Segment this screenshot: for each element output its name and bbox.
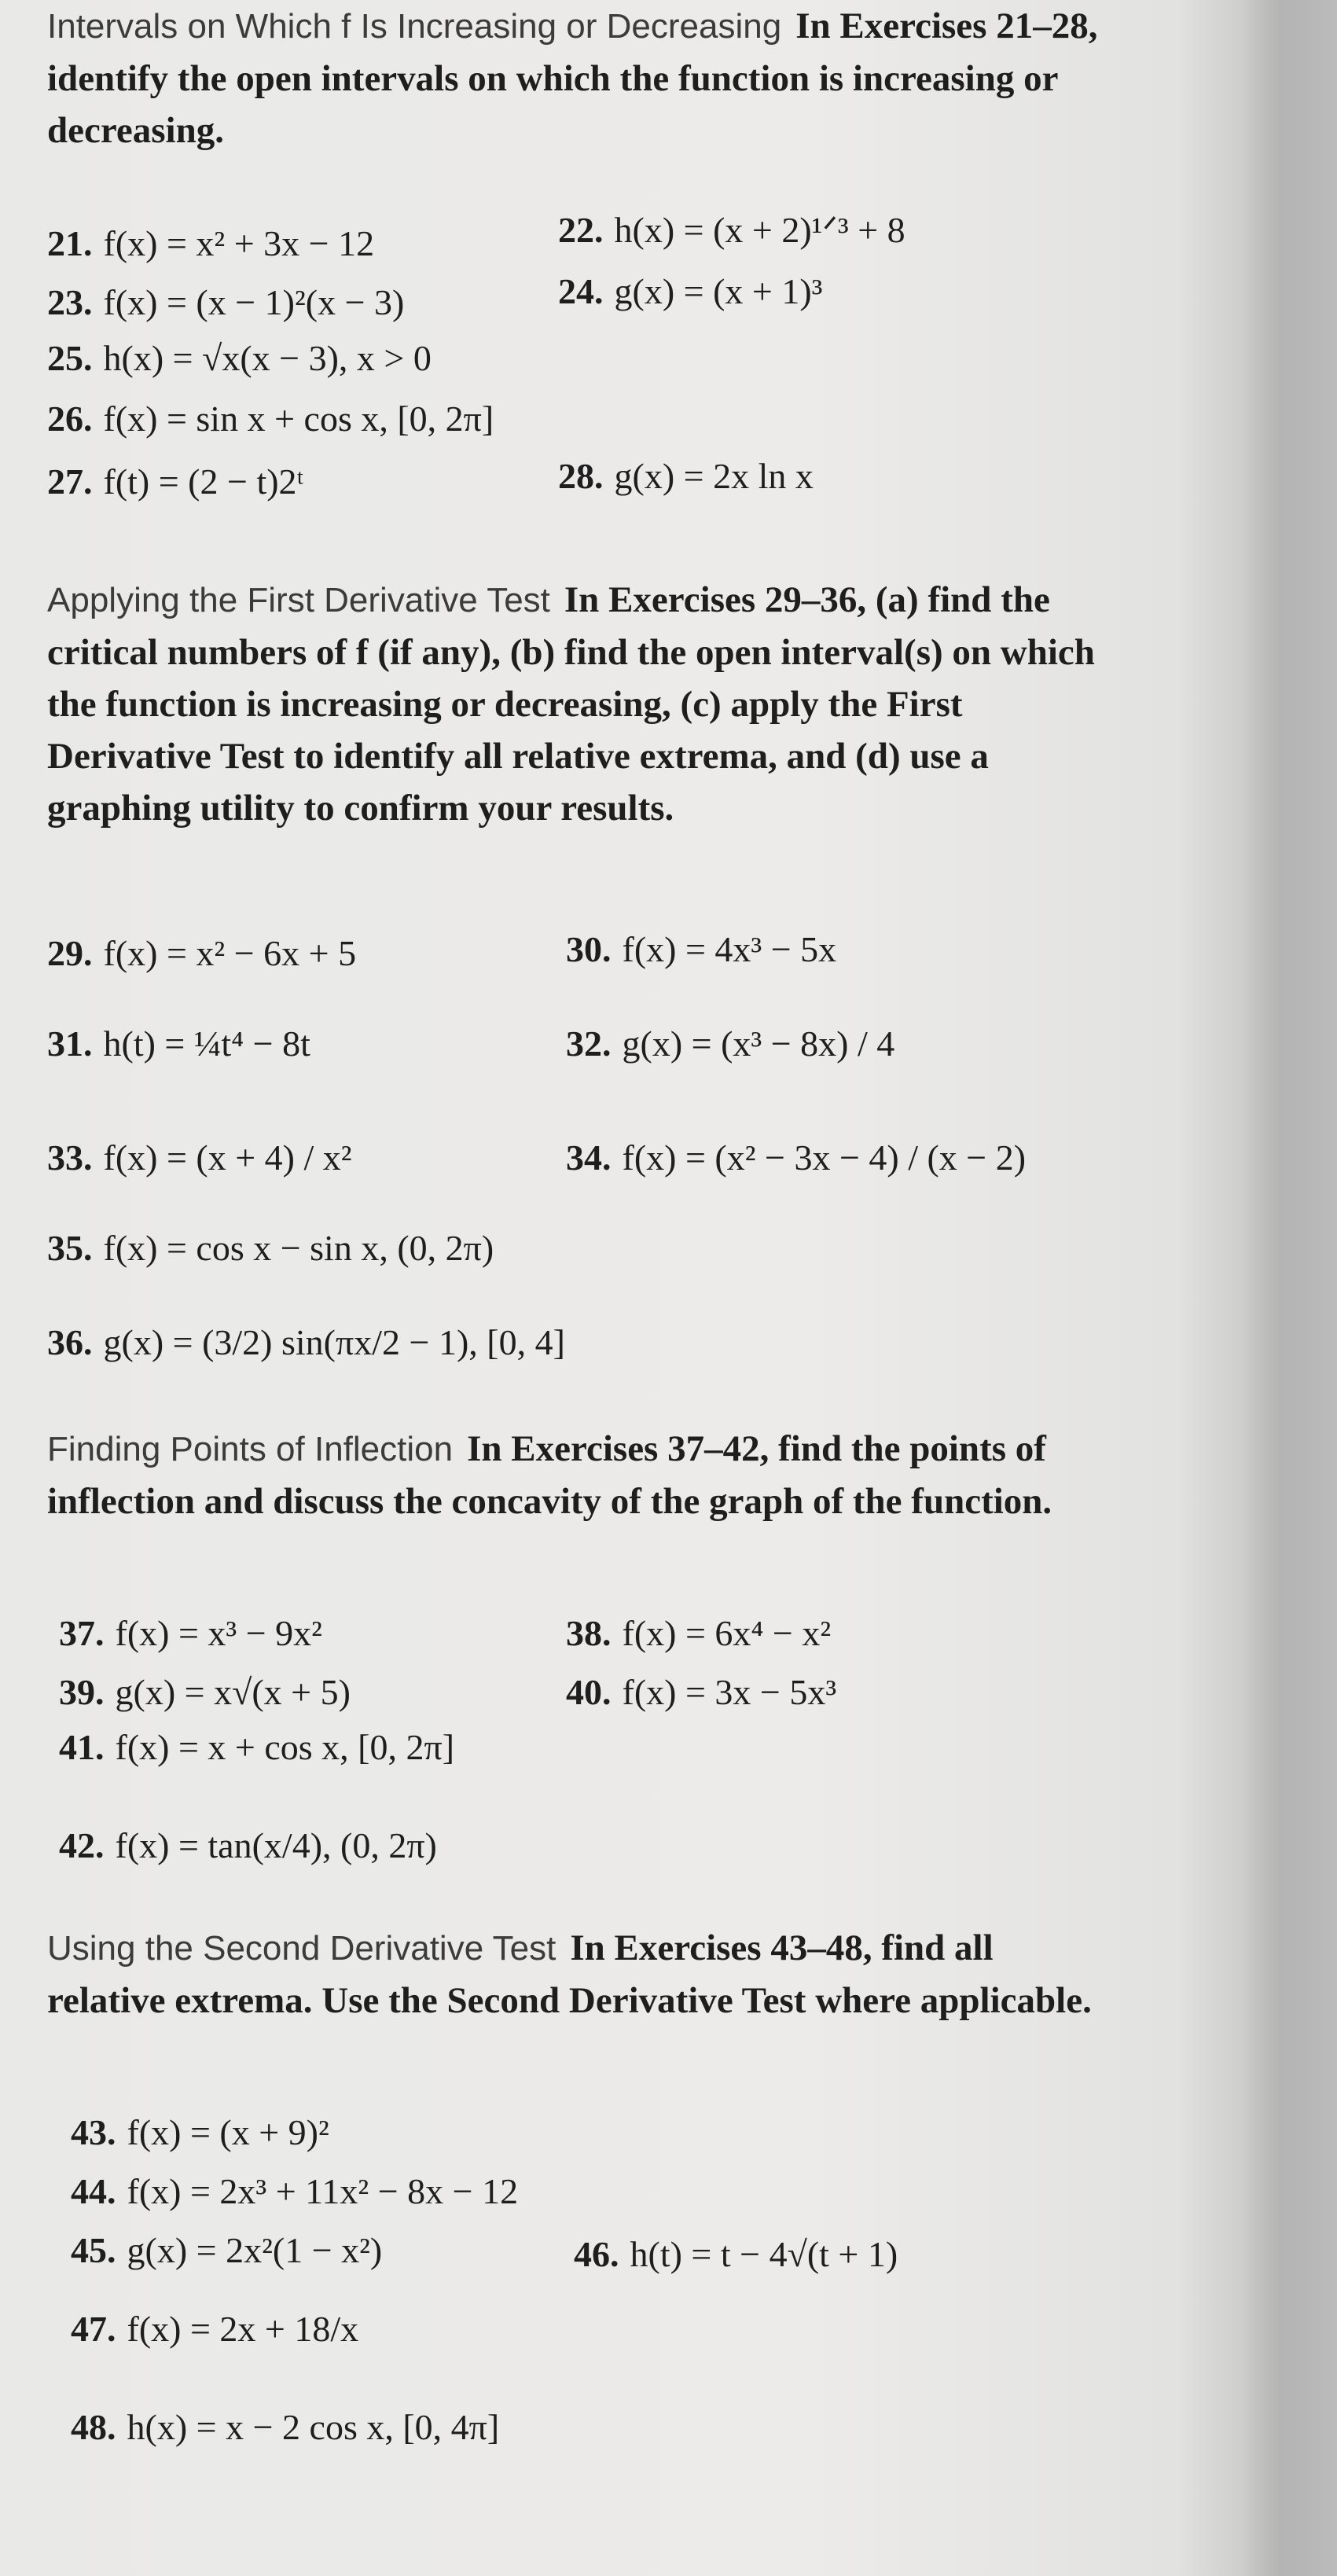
exercise-number: 42. [59, 1825, 105, 1865]
exercise-expression: h(t) = t − 4√(t + 1) [630, 2234, 898, 2274]
exercise-expression: g(x) = 2x ln x [614, 456, 814, 496]
section-heading: Finding Points of Inflection [47, 1430, 454, 1468]
exercise-number: 33. [47, 1137, 93, 1178]
exercise-number: 43. [71, 2112, 116, 2152]
exercise-42 [59, 1824, 437, 1868]
exercise-36 [47, 1321, 565, 1365]
exercise-37 [59, 1611, 322, 1655]
exercise-expression: f(x) = 4x³ − 5x [622, 929, 837, 969]
exercise-48 [71, 2405, 499, 2449]
exercise-number: 41. [59, 1727, 105, 1767]
exercise-26 [47, 397, 494, 441]
exercise-44 [71, 2170, 518, 2214]
exercise-number: 47. [71, 2309, 116, 2349]
section-paragraph [47, 1423, 1100, 1527]
exercise-31 [47, 1022, 310, 1066]
exercise-number: 32. [566, 1023, 612, 1064]
exercise-number: 24. [558, 271, 604, 311]
exercise-32 [566, 1022, 894, 1066]
exercise-expression: f(x) = 3x − 5x³ [622, 1672, 837, 1712]
exercise-number: 40. [566, 1672, 612, 1712]
exercise-number: 28. [558, 456, 604, 496]
section-instructions: In Exercises 21–28, identify the open intervals on which the function is increasing or decreasing. [47, 6, 1098, 151]
exercise-expression: f(x) = cos x − sin x, (0, 2π) [103, 1228, 494, 1268]
exercise-30 [566, 928, 836, 972]
exercise-expression: g(x) = (3/2) sin(πx/2 − 1), [0, 4] [103, 1322, 565, 1362]
exercise-expression: h(x) = x − 2 cos x, [0, 4π] [127, 2407, 500, 2447]
exercise-41 [59, 1725, 454, 1769]
exercise-21 [47, 222, 374, 266]
exercise-28 [558, 454, 814, 498]
exercise-number: 38. [566, 1613, 612, 1653]
section-instructions: In Exercises 43–48, find all relative extrema. Use the Second Derivative Test where applicable. [47, 1927, 1092, 2021]
exercise-number: 37. [59, 1613, 105, 1653]
section-heading: Using the Second Derivative Test [47, 1929, 556, 1968]
exercise-expression: f(x) = (x² − 3x − 4) / (x − 2) [622, 1137, 1027, 1178]
exercise-expression: h(x) = (x + 2)¹ᐟ³ + 8 [614, 210, 905, 250]
section-paragraph [47, 0, 1100, 156]
exercise-expression: g(x) = (x + 1)³ [614, 271, 823, 311]
section-first-derivative-test [47, 574, 1100, 834]
exercise-33 [47, 1136, 352, 1180]
exercise-expression: f(x) = 2x³ + 11x² − 8x − 12 [127, 2171, 519, 2211]
exercise-number: 44. [71, 2171, 116, 2211]
exercise-43 [71, 2111, 329, 2155]
section-paragraph [47, 574, 1100, 834]
exercise-number: 45. [71, 2230, 116, 2270]
exercise-number: 34. [566, 1137, 612, 1178]
exercise-29 [47, 932, 356, 976]
section-heading: Intervals on Which f Is Increasing or Decreasing [47, 7, 782, 46]
exercise-38 [566, 1611, 831, 1655]
exercise-expression: h(t) = ¼t⁴ − 8t [103, 1023, 310, 1064]
exercise-39 [59, 1670, 351, 1714]
section-heading: Applying the First Derivative Test [47, 581, 550, 619]
exercise-number: 36. [47, 1322, 93, 1362]
exercise-expression: f(x) = x² − 6x + 5 [103, 933, 357, 973]
exercise-expression: g(x) = (x³ − 8x) / 4 [622, 1023, 895, 1064]
exercise-27 [47, 460, 303, 504]
exercise-34 [566, 1136, 1026, 1180]
exercise-number: 27. [47, 461, 93, 502]
exercise-number: 30. [566, 929, 612, 969]
exercise-40 [566, 1670, 836, 1714]
exercise-expression: f(x) = (x + 4) / x² [103, 1137, 352, 1178]
exercise-number: 29. [47, 933, 93, 973]
exercise-expression: f(x) = (x − 1)²(x − 3) [103, 282, 405, 322]
page-edge-shadow [1243, 0, 1337, 2576]
exercise-number: 21. [47, 223, 93, 263]
section-instructions: In Exercises 37–42, find the points of inflection and discuss the concavity of the graph of the function. [47, 1428, 1052, 1522]
section-paragraph [47, 1922, 1100, 2027]
exercise-number: 31. [47, 1023, 93, 1064]
exercise-47 [71, 2307, 358, 2351]
exercise-expression: f(x) = x + cos x, [0, 2π] [115, 1727, 455, 1767]
exercise-number: 25. [47, 338, 93, 378]
exercise-expression: f(x) = 6x⁴ − x² [622, 1613, 832, 1653]
exercise-expression: g(x) = 2x²(1 − x²) [127, 2230, 383, 2270]
exercise-expression: f(x) = x³ − 9x² [115, 1613, 322, 1653]
exercise-23 [47, 281, 404, 325]
exercise-22 [558, 208, 905, 252]
exercise-35 [47, 1226, 494, 1270]
exercise-number: 22. [558, 210, 604, 250]
exercise-expression: f(x) = 2x + 18/x [127, 2309, 359, 2349]
exercise-expression: f(x) = sin x + cos x, [0, 2π] [103, 399, 494, 439]
section-points-of-inflection [47, 1423, 1100, 1527]
exercise-expression: h(x) = √x(x − 3), x > 0 [103, 338, 432, 378]
exercise-25 [47, 336, 432, 380]
exercise-expression: f(x) = (x + 9)² [127, 2112, 329, 2152]
exercise-number: 39. [59, 1672, 105, 1712]
exercise-45 [71, 2229, 382, 2273]
section-increasing-decreasing [47, 0, 1100, 156]
exercise-number: 23. [47, 282, 93, 322]
exercise-46 [574, 2232, 898, 2277]
exercise-number: 46. [574, 2234, 619, 2274]
exercise-number: 35. [47, 1228, 93, 1268]
exercise-number: 26. [47, 399, 93, 439]
exercise-expression: g(x) = x√(x + 5) [115, 1672, 351, 1712]
exercise-expression: f(t) = (2 − t)2ᵗ [103, 461, 304, 502]
exercise-expression: f(x) = x² + 3x − 12 [103, 223, 375, 263]
exercise-number: 48. [71, 2407, 116, 2447]
exercise-expression: f(x) = tan(x/4), (0, 2π) [115, 1825, 437, 1865]
section-instructions: In Exercises 29–36, (a) find the critical numbers of f (if any), (b) find the open interval(s) on which the function is increasing or decreasing, (c) apply the First Derivative Test to identify all relative extrema, and (d) use a graphing utility to confirm your results. [47, 579, 1095, 829]
section-second-derivative-test [47, 1922, 1100, 2027]
exercise-24 [558, 270, 822, 314]
